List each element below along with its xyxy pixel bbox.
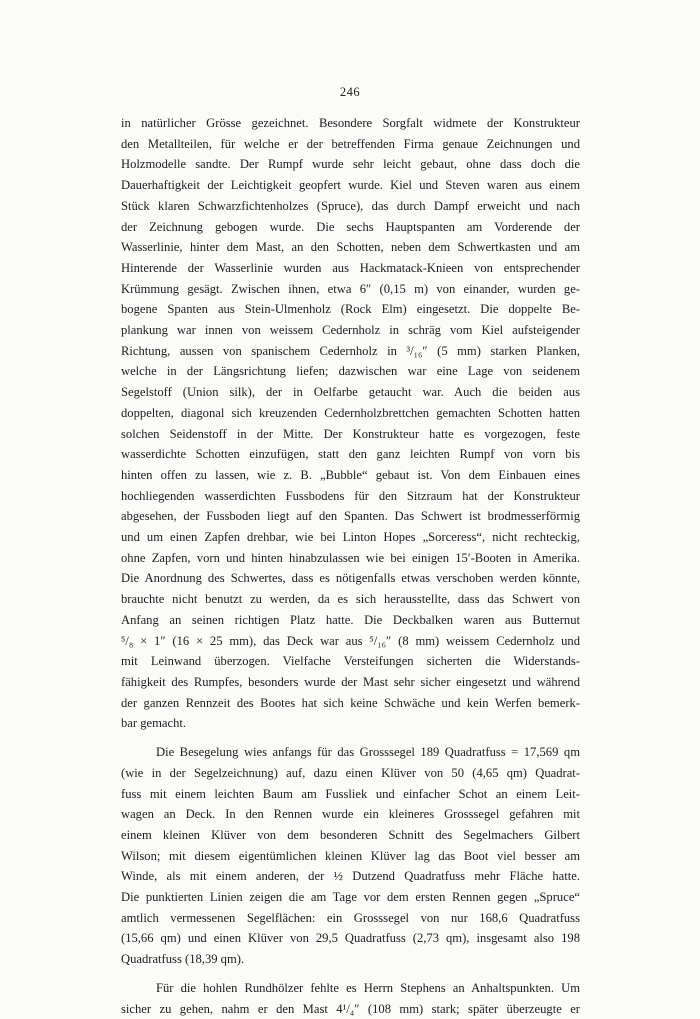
text-line: in natürlicher Grösse gezeichnet. Besondere Sorgfalt widmete der Konstrukteur — [121, 116, 580, 130]
paragraph-spars — [121, 978, 580, 1019]
text-line: Die Besegelung wies anfangs für das Grosssegel 189 Quadratfuss = 17,569 qm — [156, 745, 580, 760]
text-line: Die Anordnung des Schwertes, dass es nötigenfalls etwas verschoben werden könnte, — [121, 571, 580, 586]
text-line: Dauerhaftigkeit der Leichtigkeit geopfert wurde. Kiel und Steven waren aus einem — [121, 178, 580, 193]
text-line: Anfang an seinen richtigen Platz hatte. Die Deckbalken waren aus Butternut — [121, 612, 580, 627]
text-line: einem kleinen Klüver von dem besonderen Schnitt des Segelmachers Gilbert — [121, 827, 580, 842]
text-line: der Zeichnung gebogen wurde. Die sechs Hauptspanten am Vorderende der — [121, 219, 580, 234]
paragraph-sail-plan — [121, 742, 580, 970]
text-line: mit Leinwand überzogen. Vielfache Versteifungen sicherten die Widerstands- — [121, 654, 580, 669]
text-line: plankung war innen von weissem Cedernholz in schräg vom Kiel aufsteigender — [121, 323, 580, 338]
text-line: ⁵/₈ × 1″ (16 × 25 mm), das Deck war aus ⁵/₁₆″ (8 mm) weissem Cedernholz und — [121, 633, 580, 648]
text-line: wagen an Deck. In den Rennen wurde ein kleineres Grosssegel gefahren mit — [121, 807, 580, 822]
text-line: wasserdichte Schotten einzufügen, statt den ganz leichten Rumpf von vorn bis — [121, 447, 580, 462]
text-line: hinten offen zu lassen, wie z. B. „Bubble“ gebaut ist. Von dem Einbauen eines — [121, 467, 580, 482]
text-line: doppelten, diagonal sich kreuzenden Cedernholzbrettchen gemachten Schotten hatten — [121, 405, 580, 420]
text-line: und um einen Zapfen drehbar, wie bei Linton Hopes „Sorceress“, nicht rechteckig, — [121, 530, 580, 545]
text-line: der ganzen Rennzeit des Bootes hat sich keine Schwäche und kein Werfen bemerk- — [121, 695, 580, 710]
text-line: bogene Spanten aus Stein-Ulmenholz (Rock Elm) eingesetzt. Die doppelte Be- — [121, 302, 580, 317]
text-line: abgesehen, der Fussboden liegt auf den Spanten. Das Schwert ist brodmesserförmig — [121, 509, 580, 524]
text-line: Wilson; mit diesem eigentümlichen kleinen Klüver lag das Boot viel besser am — [121, 848, 580, 863]
text-line: fuss mit einem leichten Baum am Fussliek und einfacher Schot an einem Leit- — [121, 786, 580, 801]
paragraph-gap — [121, 970, 580, 978]
text-line: Hinterende der Wasserlinie wurden aus Hackmatack-Knieen von entsprechender — [121, 260, 580, 275]
text-line: amtlich vermessenen Segelflächen: ein Grosssegel von nur 168,6 Quadratfuss — [121, 910, 580, 925]
paragraph-hull-construction — [121, 113, 580, 734]
text-line: Richtung, aussen von spanischem Cedernholz in ³/₁₆″ (5 mm) starken Planken, — [121, 343, 580, 358]
text-line: den Metallteilen, für welche er der betreffenden Firma genaue Zeichnungen und — [121, 136, 580, 151]
paragraph-gap — [121, 734, 580, 742]
text-line: Segelstoff (Union silk), der in Oelfarbe getaucht war. Auch die beiden aus — [121, 385, 580, 400]
text-line: Winde, als mit einem anderen, der ½ Dutzend Quadratfuss mehr Fläche hatte. — [121, 869, 580, 884]
text-line: bar gemacht. — [121, 716, 187, 731]
text-line: Für die hohlen Rundhölzer fehlte es Herrn Stephens an Anhaltspunkten. Um — [156, 980, 580, 995]
text-line: ohne Zapfen, vorn und hinten hinabzulassen wie bei einigen 15′-Booten in Amerika. — [121, 550, 580, 565]
text-line: Stück klaren Schwarzfichtenholzes (Spruce), das durch Dampf erweicht und nach — [121, 198, 580, 213]
text-line: hochliegenden wasserdichten Fussbodens für den Sitzraum hat der Konstrukteur — [121, 488, 580, 503]
text-line: Holzmodelle sandte. Der Rumpf wurde sehr leicht gebaut, ohne dass doch die — [121, 157, 580, 172]
body-text — [121, 113, 580, 1019]
text-line: (15,66 qm) und einen Klüver von 29,5 Quadratfuss (2,73 qm), insgesamt also 198 — [121, 931, 580, 946]
text-line: sicher zu gehen, nahm er den Mast 4¹/₄″ (108 mm) stark; später überzeugte er — [121, 1001, 580, 1016]
text-line: welche in der Längsrichtung liefen; dazwischen war eine Lage von seidenem — [121, 364, 580, 379]
text-line: Krümmung gesägt. Zwischen ihnen, etwa 6″ (0,15 m) von einander, wurden ge- — [121, 281, 580, 296]
text-line: Wasserlinie, hinter dem Mast, an den Schotten, neben dem Schwertkasten und am — [121, 240, 580, 255]
text-line: brauchte nicht benutzt zu werden, da es sich herausstellte, dass das Schwert von — [121, 592, 580, 607]
text-line: (wie in der Segelzeichnung) auf, dazu einen Klüver von 50 (4,65 qm) Quadrat- — [121, 765, 580, 780]
text-line: Quadratfuss (18,39 qm). — [121, 952, 245, 967]
page-number: 246 — [339, 85, 361, 99]
text-line: fähigkeit des Rumpfes, besonders wurde der Mast sehr sicher eingesetzt und während — [121, 674, 580, 689]
text-line: solchen Seidenstoff in der Mitte. Der Konstrukteur hatte es vorgezogen, feste — [121, 426, 580, 441]
text-line: Die punktierten Linien zeigen die am Tage vor dem ersten Rennen gegen „Spruce“ — [121, 890, 580, 905]
